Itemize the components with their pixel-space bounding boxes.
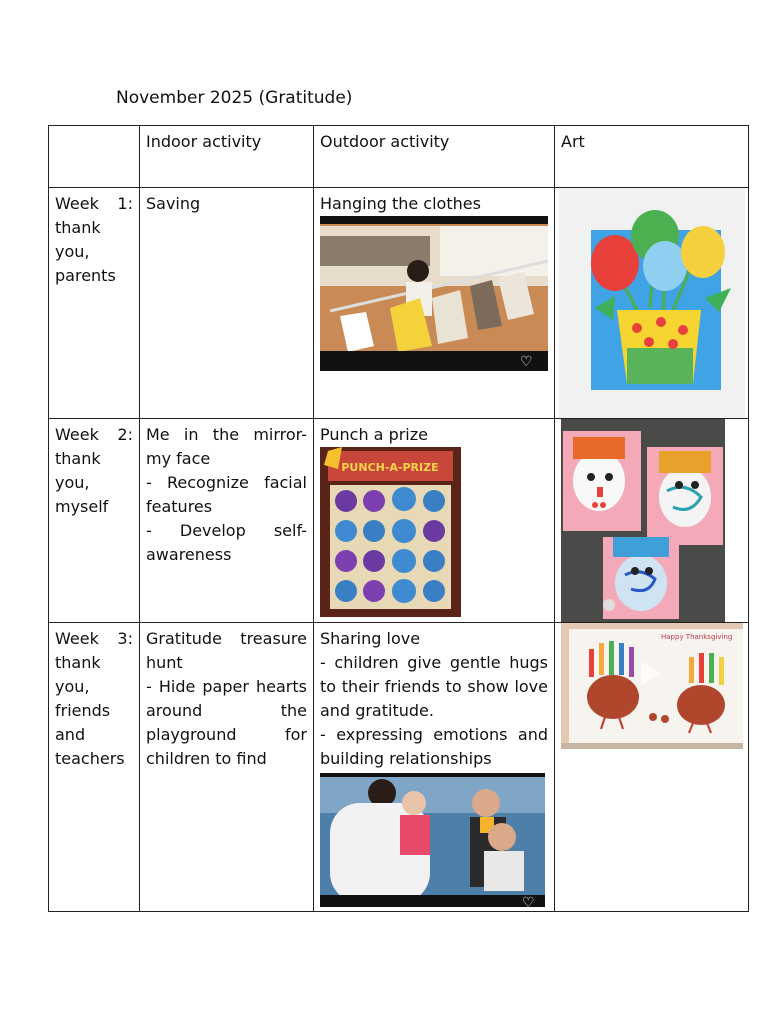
header-indoor: Indoor activity	[140, 126, 314, 188]
art-cell	[555, 188, 749, 419]
week-cell: Week 1: thank you, parents	[49, 188, 140, 419]
hanging-clothes-photo	[320, 216, 548, 371]
indoor-text: Gratitude treasure hunt	[146, 629, 307, 672]
activity-table	[48, 125, 749, 912]
outdoor-text: - children give gentle hugs to their friends to show love and gratitude.	[320, 653, 548, 720]
thanksgiving-text: Happy Thanksgiving	[661, 633, 733, 641]
outdoor-text: - expressing emotions and building relationships	[320, 725, 548, 768]
page-title: November 2025 (Gratitude)	[116, 88, 353, 108]
indoor-cell	[140, 188, 314, 419]
hanging-clothes-video[interactable]	[320, 216, 548, 371]
outdoor-text: Hanging the clothes	[320, 194, 481, 213]
table-row	[49, 623, 749, 912]
indoor-text: Me in the mirror- my face	[146, 425, 307, 468]
indoor-text: - Recognize facial features	[146, 473, 307, 516]
art-cell	[555, 419, 749, 623]
indoor-text: - Hide paper hearts around the playground for children to find	[146, 677, 307, 768]
indoor-text: Saving	[146, 194, 201, 213]
outdoor-text: Punch a prize	[320, 425, 428, 444]
art-cell	[555, 623, 749, 912]
week-cell: Week 2: thank you, myself	[49, 419, 140, 623]
hug-photo	[320, 773, 545, 907]
svg-text:♡: ♡	[520, 354, 533, 370]
indoor-text: - Develop self-awareness	[146, 521, 307, 564]
header-art: Art	[555, 126, 749, 188]
indoor-cell	[140, 419, 314, 623]
outdoor-cell	[314, 188, 555, 419]
punch-a-prize-photo[interactable]	[320, 447, 461, 617]
table-row	[49, 188, 749, 419]
handprint-flower-art	[555, 188, 749, 418]
week-cell: Week 3: thank you, friends and teachers	[49, 623, 140, 912]
sharing-love-video[interactable]	[320, 773, 545, 907]
header-outdoor: Outdoor activity	[314, 126, 555, 188]
svg-text:♡: ♡	[522, 895, 535, 907]
indoor-cell	[140, 623, 314, 912]
outdoor-cell	[314, 419, 555, 623]
header-blank	[49, 126, 140, 188]
thanksgiving-turkey-art	[561, 623, 755, 753]
face-collage-art	[555, 419, 749, 622]
table-header-row	[49, 126, 749, 188]
outdoor-text: Sharing love	[320, 629, 421, 648]
table-row	[49, 419, 749, 623]
punch-sign-text: PUNCH-A-PRIZE	[341, 461, 439, 474]
outdoor-cell	[314, 623, 555, 912]
